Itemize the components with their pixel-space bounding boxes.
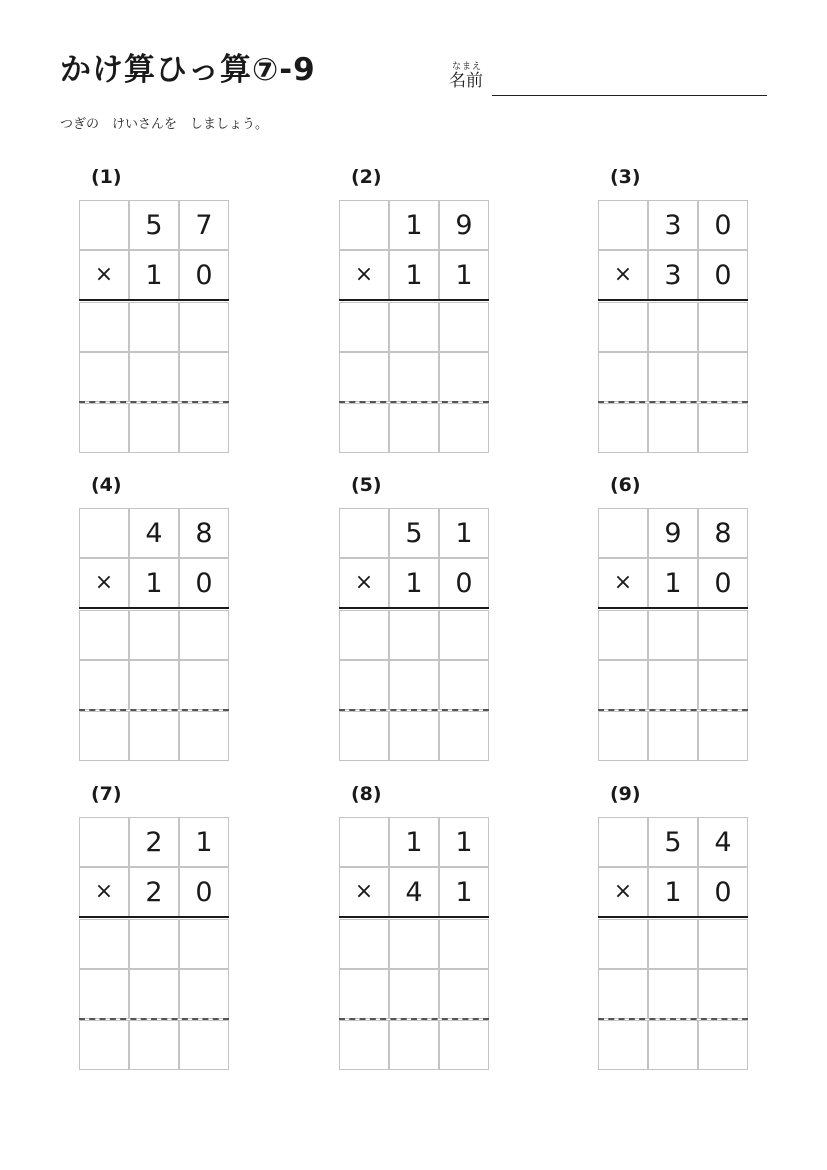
answer-cell[interactable] [129, 919, 179, 969]
answer-divider-line [339, 299, 489, 301]
multiplier-digit: 0 [698, 558, 748, 608]
answer-cell[interactable] [698, 352, 748, 402]
multiplier-digit: 1 [439, 250, 489, 300]
name-area [449, 60, 769, 100]
answer-cell[interactable] [698, 1020, 748, 1070]
answer-cell[interactable] [179, 302, 229, 352]
problem-number: (1) [91, 166, 122, 188]
empty-cell [339, 508, 389, 558]
multiplicand-digit: 8 [179, 508, 229, 558]
multiplicand-digit: 1 [389, 200, 439, 250]
answer-cell[interactable] [439, 969, 489, 1019]
answer-cell[interactable] [698, 919, 748, 969]
answer-cell[interactable] [598, 352, 648, 402]
answer-cell[interactable] [598, 660, 648, 710]
answer-divider-line [598, 607, 748, 609]
answer-cell[interactable] [129, 403, 179, 453]
answer-cell[interactable] [648, 403, 698, 453]
multiplier-digit: 3 [648, 250, 698, 300]
multiplier-digit: 0 [698, 250, 748, 300]
answer-cell[interactable] [179, 610, 229, 660]
answer-cell[interactable] [439, 610, 489, 660]
multiplier-digit: 1 [439, 867, 489, 917]
multiplicand-digit: 9 [648, 508, 698, 558]
answer-cell[interactable] [389, 660, 439, 710]
answer-cell[interactable] [698, 660, 748, 710]
calculation-grid [598, 817, 748, 1070]
multiplicand-digit: 9 [439, 200, 489, 250]
answer-cell[interactable] [648, 711, 698, 761]
sum-dashed-line [339, 709, 489, 711]
answer-cell[interactable] [79, 1020, 129, 1070]
multiplicand-digit: 5 [129, 200, 179, 250]
answer-cell[interactable] [79, 302, 129, 352]
answer-cell[interactable] [129, 711, 179, 761]
problem-number: (4) [91, 474, 122, 496]
name-ruby: なまえ [452, 62, 483, 72]
multiply-sign: × [598, 867, 648, 917]
sum-dashed-line [598, 401, 748, 403]
multiplier-digit: 4 [389, 867, 439, 917]
answer-cell[interactable] [79, 352, 129, 402]
multiplier-digit: 0 [439, 558, 489, 608]
answer-cell[interactable] [598, 1020, 648, 1070]
answer-cell[interactable] [339, 919, 389, 969]
answer-cell[interactable] [339, 969, 389, 1019]
multiplier-digit: 1 [129, 558, 179, 608]
problem-number: (3) [610, 166, 641, 188]
multiply-sign: × [79, 867, 129, 917]
answer-cell[interactable] [698, 969, 748, 1019]
answer-cell[interactable] [179, 660, 229, 710]
answer-cell[interactable] [648, 919, 698, 969]
answer-cell[interactable] [598, 610, 648, 660]
multiplier-digit: 0 [179, 867, 229, 917]
multiplier-digit: 1 [389, 558, 439, 608]
multiplicand-digit: 5 [389, 508, 439, 558]
sum-dashed-line [79, 401, 229, 403]
answer-cell[interactable] [439, 1020, 489, 1070]
sum-dashed-line [339, 1018, 489, 1020]
multiply-sign: × [598, 250, 648, 300]
answer-cell[interactable] [389, 1020, 439, 1070]
multiplicand-digit: 1 [179, 817, 229, 867]
calculation-grid [339, 200, 489, 453]
answer-cell[interactable] [339, 352, 389, 402]
empty-cell [339, 200, 389, 250]
empty-cell [79, 817, 129, 867]
name-label: 名前 [449, 71, 483, 91]
calculation-grid [79, 200, 229, 453]
empty-cell [598, 817, 648, 867]
answer-cell[interactable] [389, 610, 439, 660]
answer-cell[interactable] [179, 1020, 229, 1070]
multiplier-digit: 0 [179, 558, 229, 608]
answer-divider-line [598, 299, 748, 301]
answer-divider-line [79, 916, 229, 918]
empty-cell [79, 508, 129, 558]
problem-number: (8) [351, 783, 382, 805]
answer-cell[interactable] [648, 352, 698, 402]
answer-cell[interactable] [79, 711, 129, 761]
answer-cell[interactable] [648, 969, 698, 1019]
answer-cell[interactable] [698, 302, 748, 352]
answer-cell[interactable] [389, 919, 439, 969]
answer-cell[interactable] [598, 403, 648, 453]
answer-cell[interactable] [389, 302, 439, 352]
sum-dashed-line [598, 709, 748, 711]
multiplicand-digit: 4 [129, 508, 179, 558]
multiplicand-digit: 1 [439, 508, 489, 558]
multiplier-digit: 0 [698, 867, 748, 917]
empty-cell [598, 508, 648, 558]
multiplier-digit: 1 [648, 558, 698, 608]
answer-cell[interactable] [129, 352, 179, 402]
answer-cell[interactable] [179, 919, 229, 969]
empty-cell [79, 200, 129, 250]
answer-cell[interactable] [339, 610, 389, 660]
answer-cell[interactable] [648, 660, 698, 710]
sum-dashed-line [339, 401, 489, 403]
sum-dashed-line [598, 1018, 748, 1020]
multiplier-digit: 1 [129, 250, 179, 300]
problem-number: (7) [91, 783, 122, 805]
calculation-grid [339, 817, 489, 1070]
answer-divider-line [79, 299, 229, 301]
answer-cell[interactable] [79, 610, 129, 660]
multiply-sign: × [339, 250, 389, 300]
answer-cell[interactable] [129, 610, 179, 660]
multiply-sign: × [339, 558, 389, 608]
multiplier-digit: 2 [129, 867, 179, 917]
calculation-grid [339, 508, 489, 761]
answer-cell[interactable] [698, 610, 748, 660]
multiplier-digit: 0 [179, 250, 229, 300]
answer-cell[interactable] [179, 403, 229, 453]
answer-cell[interactable] [598, 302, 648, 352]
multiply-sign: × [598, 558, 648, 608]
problem-number: (6) [610, 474, 641, 496]
answer-cell[interactable] [339, 1020, 389, 1070]
answer-cell[interactable] [339, 711, 389, 761]
worksheet-title: かけ算ひっ算⑦-9 [60, 52, 316, 88]
calculation-grid [79, 817, 229, 1070]
multiplicand-digit: 0 [698, 200, 748, 250]
problem-number: (9) [610, 783, 641, 805]
answer-divider-line [339, 607, 489, 609]
answer-cell[interactable] [648, 610, 698, 660]
sum-dashed-line [79, 1018, 229, 1020]
multiplicand-digit: 8 [698, 508, 748, 558]
answer-cell[interactable] [179, 969, 229, 1019]
answer-cell[interactable] [439, 660, 489, 710]
answer-cell[interactable] [698, 403, 748, 453]
answer-divider-line [598, 916, 748, 918]
answer-cell[interactable] [648, 302, 698, 352]
multiplicand-digit: 3 [648, 200, 698, 250]
multiply-sign: × [79, 558, 129, 608]
calculation-grid [598, 200, 748, 453]
answer-cell[interactable] [598, 919, 648, 969]
multiply-sign: × [339, 867, 389, 917]
multiplicand-digit: 4 [698, 817, 748, 867]
calculation-grid [598, 508, 748, 761]
sum-dashed-line [79, 709, 229, 711]
answer-cell[interactable] [439, 302, 489, 352]
answer-cell[interactable] [79, 919, 129, 969]
answer-cell[interactable] [598, 711, 648, 761]
multiplier-digit: 1 [389, 250, 439, 300]
multiply-sign: × [79, 250, 129, 300]
multiplicand-digit: 1 [439, 817, 489, 867]
answer-cell[interactable] [389, 711, 439, 761]
multiplicand-digit: 1 [389, 817, 439, 867]
answer-cell[interactable] [79, 969, 129, 1019]
answer-cell[interactable] [389, 969, 439, 1019]
empty-cell [339, 817, 389, 867]
answer-cell[interactable] [439, 919, 489, 969]
answer-cell[interactable] [339, 302, 389, 352]
answer-cell[interactable] [339, 660, 389, 710]
name-write-line[interactable] [492, 95, 767, 96]
answer-cell[interactable] [389, 352, 439, 402]
answer-cell[interactable] [698, 711, 748, 761]
calculation-grid [79, 508, 229, 761]
answer-cell[interactable] [129, 302, 179, 352]
answer-cell[interactable] [648, 1020, 698, 1070]
answer-cell[interactable] [389, 403, 439, 453]
answer-cell[interactable] [129, 660, 179, 710]
instruction-text: つぎの けいさんを しましょう。 [60, 117, 269, 132]
answer-divider-line [339, 916, 489, 918]
answer-cell[interactable] [79, 403, 129, 453]
multiplier-digit: 1 [648, 867, 698, 917]
answer-cell[interactable] [129, 969, 179, 1019]
multiplicand-digit: 2 [129, 817, 179, 867]
problem-number: (5) [351, 474, 382, 496]
problem-number: (2) [351, 166, 382, 188]
multiplicand-digit: 5 [648, 817, 698, 867]
answer-cell[interactable] [439, 403, 489, 453]
answer-divider-line [79, 607, 229, 609]
answer-cell[interactable] [439, 711, 489, 761]
answer-cell[interactable] [339, 403, 389, 453]
empty-cell [598, 200, 648, 250]
answer-cell[interactable] [129, 1020, 179, 1070]
answer-cell[interactable] [79, 660, 129, 710]
answer-cell[interactable] [598, 969, 648, 1019]
answer-cell[interactable] [179, 711, 229, 761]
multiplicand-digit: 7 [179, 200, 229, 250]
answer-cell[interactable] [439, 352, 489, 402]
answer-cell[interactable] [179, 352, 229, 402]
